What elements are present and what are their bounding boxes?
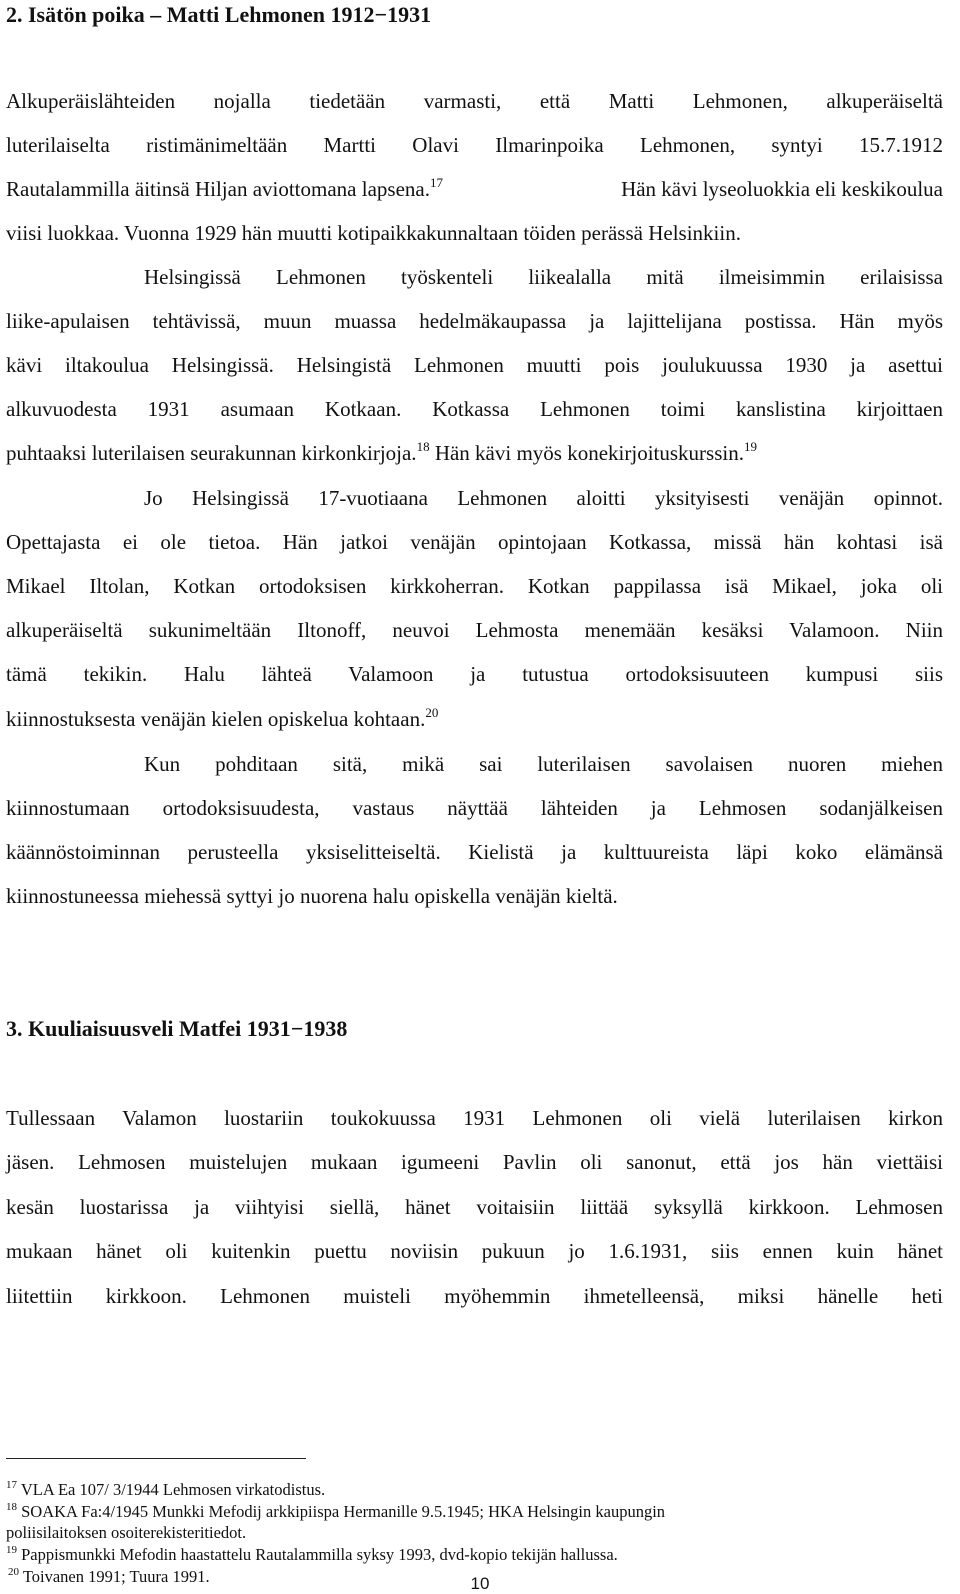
- body-line: kiinnostumaan ortodoksisuudesta, vastaus näyttää lähteiden ja Lehmosen sodanjälkeisen: [6, 796, 943, 820]
- footnote-text: SOAKA Fa:4/1945 Munkki Mefodij arkkipiispa Hermanille 9.5.1945; HKA Helsingin kaupungin: [21, 1502, 666, 1521]
- body-line: luterilaiselta ristimänimeltään Martti Olavi Ilmarinpoika Lehmonen, syntyi 15.7.1912: [6, 133, 943, 157]
- footnote-ref[interactable]: 20: [425, 705, 439, 720]
- footnote-text: poliisilaitoksen osoiterekisteritiedot.: [6, 1523, 247, 1542]
- page-number: 10: [470, 1574, 490, 1593]
- body-line: Jo Helsingissä 17-vuotiaana Lehmonen aloitti yksityisesti venäjän opinnot.: [144, 486, 943, 510]
- body-line: käännöstoiminnan perusteella yksiselitteiseltä. Kielistä ja kulttuureista läpi koko elämänsä: [6, 840, 943, 864]
- footnote-number: 18: [6, 1501, 17, 1513]
- body-line: [6, 176, 943, 202]
- body-line: kiinnostuneessa miehessä syttyi jo nuorena halu opiskella venäjän kieltä.: [6, 884, 618, 908]
- footnote-separator: [6, 1458, 306, 1459]
- footnote-number: 20: [8, 1566, 19, 1578]
- body-line: alkuperäiseltä sukunimeltään Iltonoff, neuvoi Lehmosta menemään kesäksi Valamoon. Niin: [6, 618, 943, 642]
- body-line: Helsingissä Lehmonen työskenteli liikealalla mitä ilmeisimmin erilaisissa: [144, 265, 943, 289]
- footnote-text: VLA Ea 107/ 3/1944 Lehmosen virkatodistus.: [20, 1480, 326, 1499]
- body-line-part: kiinnostuksesta venäjän kielen opiskelua kohtaan.: [6, 707, 426, 731]
- body-line-part: Hän kävi lyseoluokkia eli keskikoulua: [621, 177, 943, 201]
- section-heading-3: 3. Kuuliaisuusveli Matfei 1931−1938: [6, 1016, 348, 1041]
- footnote-ref[interactable]: 17: [429, 175, 443, 190]
- body-line-part: Hän kävi myös konekirjoituskurssin.: [434, 441, 744, 465]
- footnote-ref[interactable]: 18: [416, 439, 430, 454]
- body-line: [6, 706, 943, 732]
- body-line: tämä tekikin. Halu lähteä Valamoon ja tutustua ortodoksisuuteen kumpusi siis: [6, 662, 943, 686]
- body-line: kesän luostarissa ja viihtyisi siellä, hänet voitaisiin liittää syksyllä kirkkoon. Lehmosen: [6, 1195, 943, 1219]
- body-line: Opettajasta ei ole tietoa. Hän jatkoi venäjän opintojaan Kotkassa, missä hän kohtasi isä: [6, 530, 943, 554]
- body-line: Tullessaan Valamon luostariin toukokuussa 1931 Lehmonen oli vielä luterilaisen kirkon: [6, 1106, 943, 1130]
- body-line: Kun pohditaan sitä, mikä sai luterilaisen savolaisen nuoren miehen: [144, 752, 943, 776]
- footnote: [6, 1480, 325, 1500]
- body-line: [6, 440, 943, 466]
- footnote-ref[interactable]: 19: [743, 439, 757, 454]
- footnote-number: 19: [6, 1544, 17, 1556]
- body-line: liitettiin kirkkoon. Lehmonen muisteli myöhemmin ihmetelleensä, miksi hänelle heti: [6, 1284, 943, 1308]
- body-line: jäsen. Lehmosen muistelujen mukaan igumeeni Pavlin oli sanonut, että jos hän viettäisi: [6, 1150, 943, 1174]
- footnote-number: 17: [6, 1479, 17, 1491]
- footnote-text: Toivanen 1991; Tuura 1991.: [22, 1567, 210, 1586]
- body-line: mukaan hänet oli kuitenkin puettu noviisin pukuun jo 1.6.1931, siis ennen kuin hänet: [6, 1239, 943, 1263]
- body-line-part: Rautalammilla äitinsä Hiljan aviottomana lapsena.$^{17}$: [6, 175, 443, 201]
- section-heading-2: 2. Isätön poika – Matti Lehmonen 1912−1931: [6, 2, 432, 27]
- body-line: viisi luokkaa. Vuonna 1929 hän muutti kotipaikkakunnaltaan töiden perässä Helsinkiin.: [6, 221, 741, 245]
- footnote: [6, 1502, 665, 1522]
- body-line: Alkuperäislähteiden nojalla tiedetään varmasti, että Matti Lehmonen, alkuperäiseltä: [6, 89, 943, 113]
- body-line: kävi iltakoulua Helsingissä. Helsingistä Lehmonen muutti pois joulukuussa 1930 ja asettui: [6, 353, 943, 377]
- body-line: Mikael Iltolan, Kotkan ortodoksisen kirkkoherran. Kotkan pappilassa isä Mikael, joka oli: [6, 574, 943, 598]
- footnote-text: Pappismunkki Mefodin haastattelu Rautalammilla syksy 1993, dvd-kopio tekijän hallussa.: [21, 1545, 618, 1564]
- body-line: alkuvuodesta 1931 asumaan Kotkaan. Kotkassa Lehmonen toimi kanslistina kirjoittaen: [6, 397, 943, 421]
- footnote: [6, 1545, 618, 1565]
- footnote-continuation: [6, 1523, 246, 1543]
- body-line: liike-apulaisen tehtävissä, muun muassa hedelmäkaupassa ja lajittelijana postissa. Hän myös: [6, 309, 943, 333]
- body-line-part: puhtaaksi luterilaisen seurakunnan kirkonkirjoja.: [6, 441, 417, 465]
